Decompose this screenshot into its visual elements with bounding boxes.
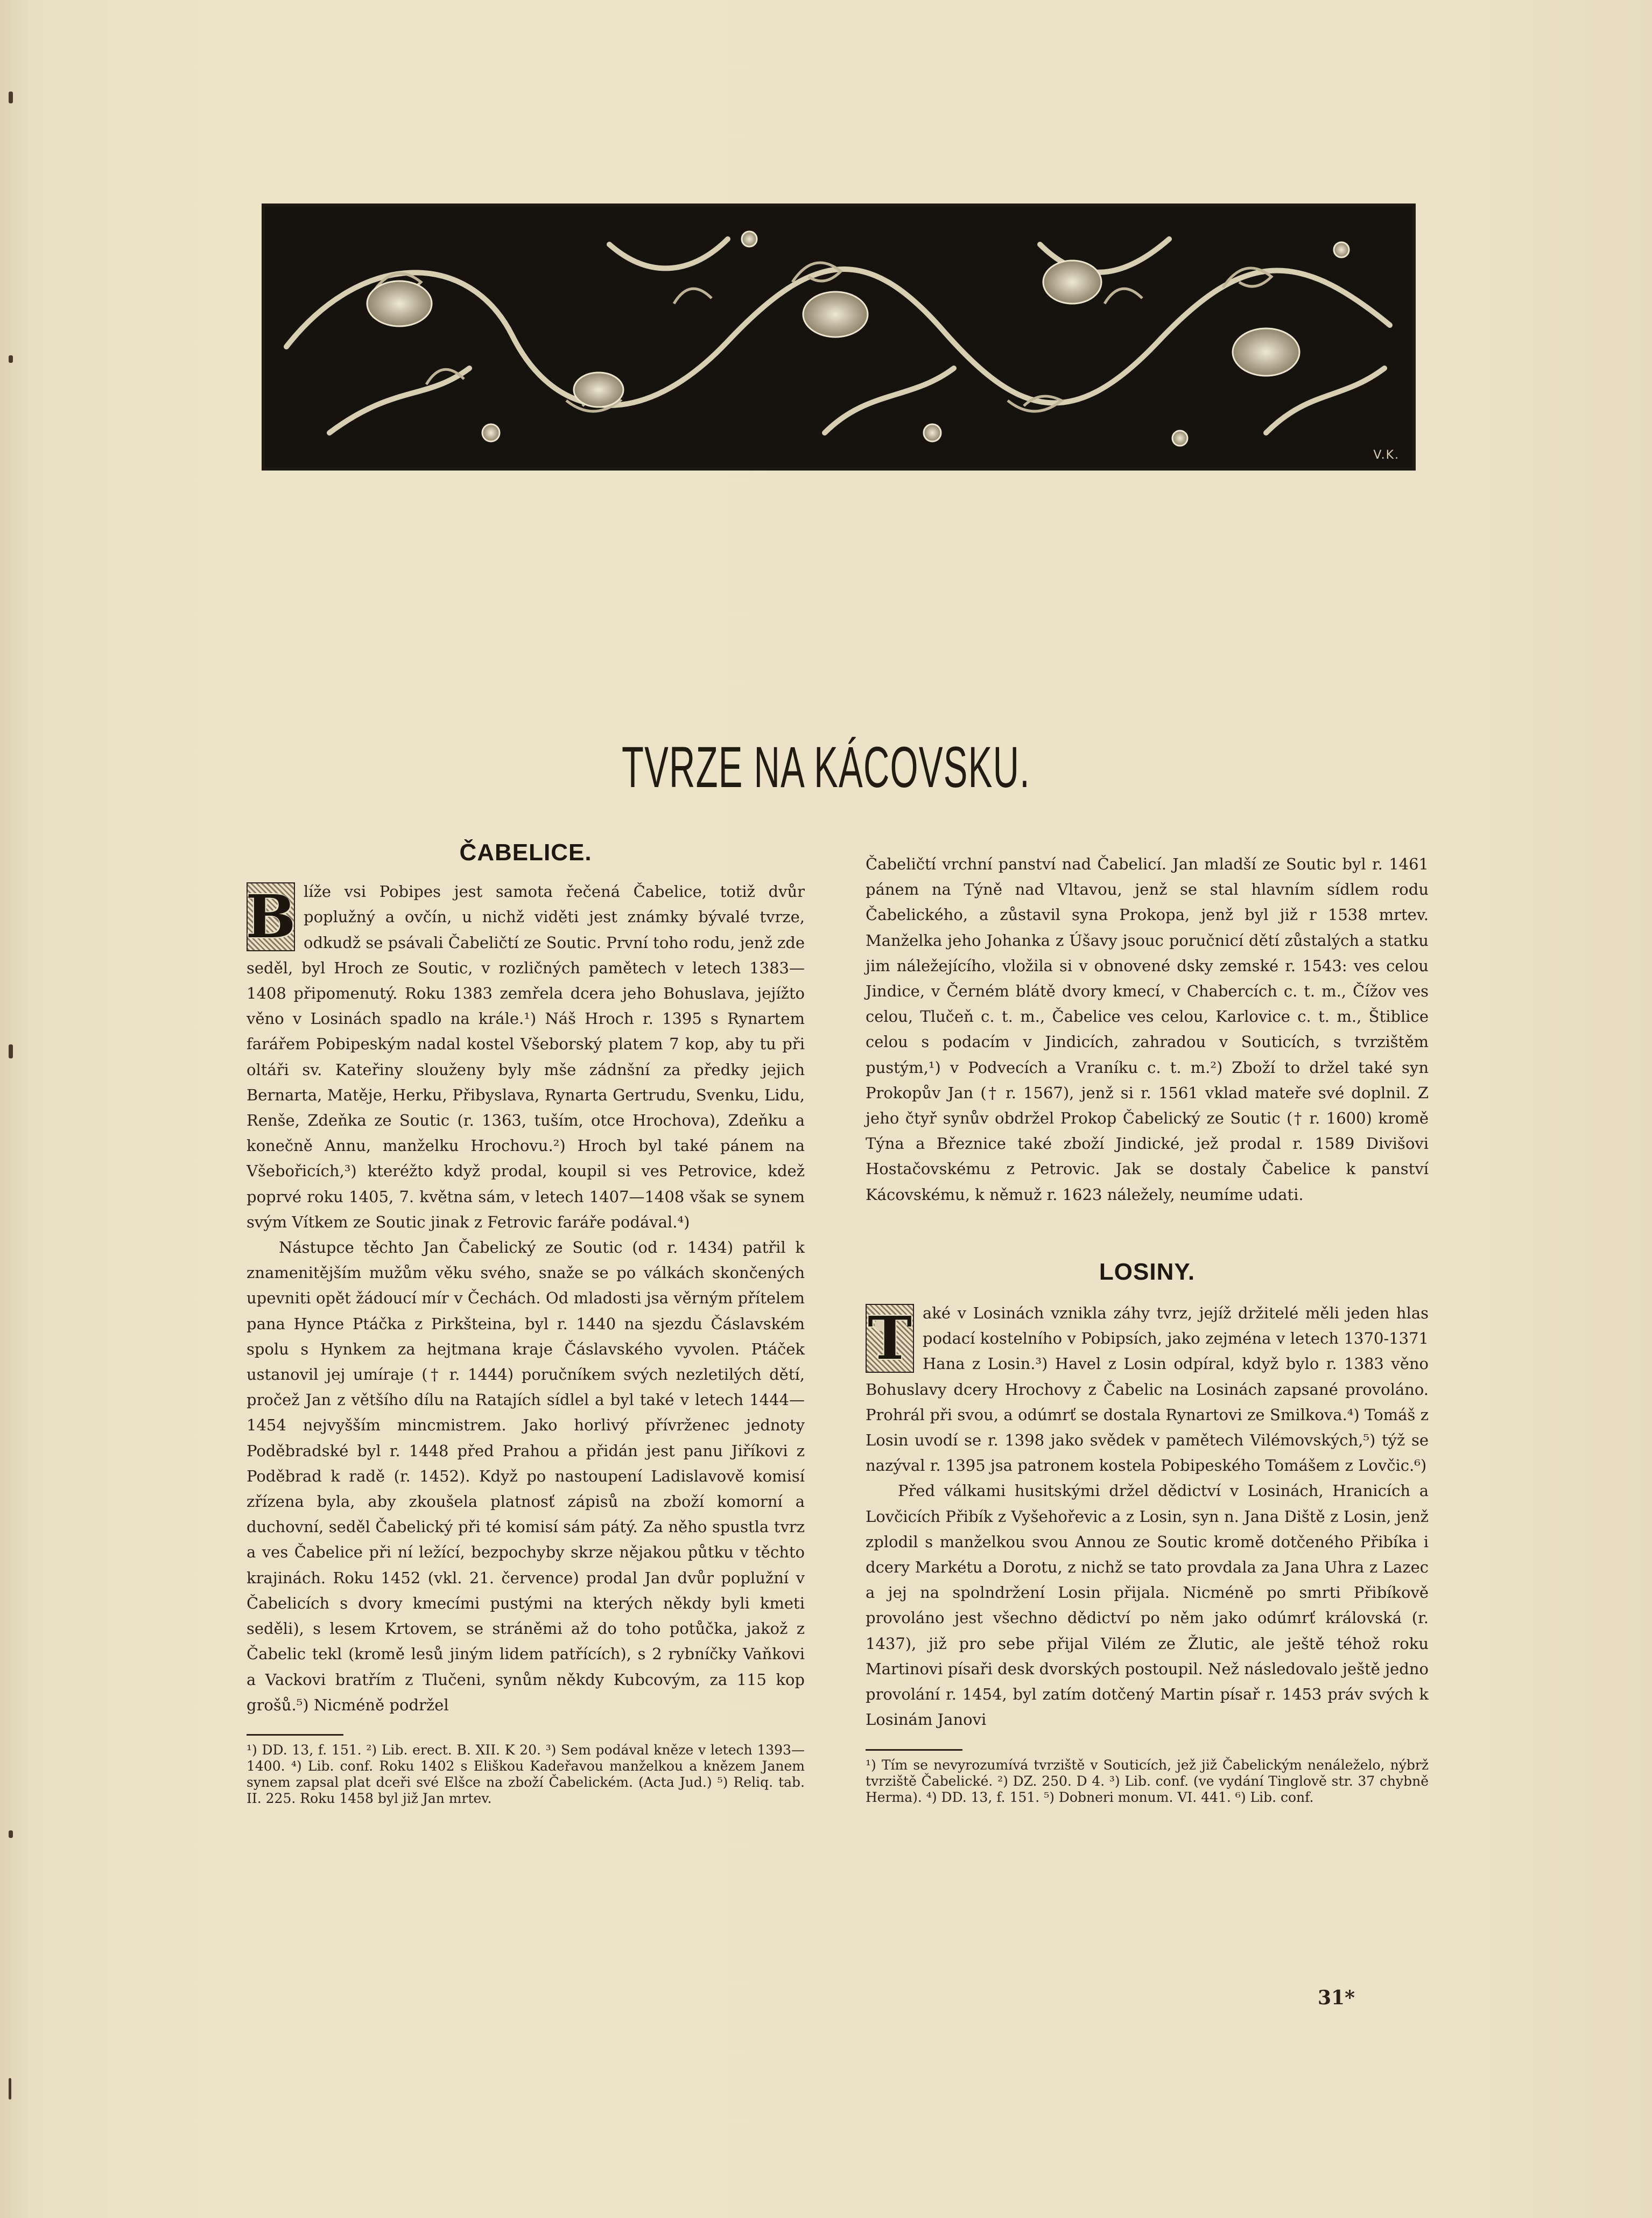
losiny-footnotes: ¹) Tím se nevyrozumívá tvrziště v Souticích, jež již Čabelickým nenáleželo, nýbrž tvrziště Čabelické. ²) DZ. 250. D 4. ³) Lib. conf. (ve vydání Tinglově str. 37 chybně Herma). ⁴) DD. 13, f. 151. ⁵) Dobneri monum. VI. 441. ⁶) Lib. conf.	[866, 1757, 1429, 1805]
ornamental-header-banner	[262, 203, 1416, 471]
losiny-paragraph-1-text: aké v Losinách vznikla záhy tvrz, jejíž držitelé měli jeden hlas podací kostelního v Pobipsích, jako zejména v letech 1370-1371 Hana z Losin.³) Havel z Losin odpíral, když bylo r. 1383 věno Bohuslavy dcery Hrochovy z Čabelic na Losinách zapsané provoláno. Prohrál při svou, a odúmrť se dostala Rynartovi ze Smilkova.⁴) Tomáš z Losin uvodí se r. 1398 jako svědek v pamětech Vilémovských,⁵) týž se nazýval r. 1395 jsa patronem kostela Pobipeského Tomášem z Lovčic.⁶)	[866, 1304, 1429, 1475]
cabelice-paragraph-1	[247, 879, 805, 1235]
losiny-paragraph-1	[866, 1301, 1429, 1478]
losiny-paragraph-2: Před válkami husitskými držel dědictví v Losinách, Hranicích a Lovčicích Přibík z Vyšehořevic a z Losin, syn n. Jana Diště z Losin, jenž zplodil s manželkou svou Annou ze Soutic kromě dotčeného Přibíka i dcery Markétu a Dorotu, z nichž se tato provdala za Jana Uhra z Lazec a jej na spolndržení Losin přijala. Nicméně po smrti Přibíkově provoláno jest všechno dědictví po něm jako odúmrť královská (r. 1437), již pro sebe přijal Vilém ze Žlutic, ale ještě téhož roku Martinovi písaři desk dvorských postoupil. Než následovalo ještě jedno provolání r. 1454, byl zatím dotčený Martin písař r. 1453 práv svých k Losinám Janovi	[866, 1482, 1429, 1729]
page-title: TVRZE NA KÁCOVSKU.	[621, 734, 1031, 799]
footnote-divider	[247, 1734, 343, 1736]
decorative-initial-t: T	[866, 1304, 914, 1373]
left-column	[247, 840, 805, 1807]
floral-ornament-illustration	[265, 207, 1412, 467]
cabelice-paragraph-2: Nástupce těchto Jan Čabelický ze Soutic (od r. 1434) patřil k znamenitějším mužům věku svého, snaže se po válkách skončených upevniti opět žádoucí mír v Čechách. Od mladosti jsa věrným přítelem pana Hynce Ptáčka z Pirkšteina, byl r. 1440 na sjezdu Čáslavském spolu s Hynkem za hejtmana kraje Čáslavského vyvolen. Ptáček ustanovil jej umíraje († r. 1444) poručníkem svých nezletilých dětí, pročež Jan z většího dílu na Ratajích sídlel a byl také v letech 1444—1454 nejvyšším mincmistrem. Jako horlivý přívrženec jednoty Poděbradské byl r. 1448 před Prahou a přidán jest panu Jiříkovi z Poděbrad k radě (r. 1452). Když po nastoupení Ladislavově komisí zřízena byla, aby zkoušela platnosť zápisů na zboží komorní a duchovní, seděl Čabelický při té komisí sám pátý. Za něho spustla tvrz a ves Čabelice při ní ležící, bezpochyby skrze nějakou půtku v těchto krajinách. Roku 1452 (vkl. 21. července) prodal Jan dvůr poplužní v Čabelicích s dvory kmecími pustými na kterých někdy byli kmeti seděli), s lesem Krtovem, se stráněmi až do toho potůčka, jakož z Čabelic tekl (kromě lesů jiným lidem patřících), s 2 rybníčky Vaňkovi a Vackovi bratřím z Tlučeni, synům někdy Kubcovým, za 115 kop grošů.⁵) Nicméně podržel	[247, 1238, 805, 1714]
right-column	[866, 852, 1429, 1806]
cabelice-footnotes: ¹) DD. 13, f. 151. ²) Lib. erect. B. XII. K 20. ³) Sem podával kněze v letech 1393—1400. ⁴) Lib. conf. Roku 1402 s Eliškou Kadeřavou manželkou a knězem Janem synem zapsal plat dceři své Elšce na zboží Čabelickém. (Acta Jud.) ⁵) Reliq. tab. II. 225. Roku 1458 byl již Jan mrtev.	[247, 1742, 805, 1806]
decorative-initial-b: B	[245, 882, 296, 952]
section-heading-cabelice: ČABELICE.	[459, 839, 592, 866]
page-number: 31*	[1318, 1987, 1355, 2009]
footnote-divider	[866, 1749, 962, 1751]
section-heading-losiny: LOSINY.	[1099, 1258, 1196, 1285]
cabelice-continuation-paragraph: Čabeličtí vrchní panství nad Čabelicí. Jan mladší ze Soutic byl r. 1461 pánem na Týně nad Vltavou, jenž se stal hlavním sídlem rodu Čabelického, a zůstavil syna Prokopa, jenž byl již r 1538 mrtev. Manželka jeho Johanka z Úšavy jsouc poručnicí dětí zůstalých a statku jim náležejícího, vložila si v obnovené dsky zemské r. 1543: ves celou Jindice, v Černém blátě dvory kmecí, v Chabercích c. t. m., Čížov ves celou, Tlučeň c. t. m., Čabelice ves celou, Karlovice c. t. m., Štiblice celou s podacím v Jindicích, zahradou v Souticích, s tvrzištěm pustým,¹) v Podvecích a Vraníku c. t. m.²) Zboží to držel také syn Prokopův Jan († r. 1567), jenž si r. 1561 vklad mateře své doplnil. Z jeho čtyř synův obdržel Prokop Čabelický ze Soutic († r. 1600) kromě Týna a Březnice také zboží Jindické, jež prodal r. 1589 Divišovi Hostačovskému z Petrovic. Jak se dostaly Čabelice k panství Kácovskému, k němuž r. 1623 náležely, neumíme udati.	[866, 855, 1429, 1204]
cabelice-paragraph-1-text: líže vsi Pobipes jest samota řečená Čabelice, totiž dvůr poplužný a ovčín, u nichž viděti jest známky bývalé tvrze, odkudž se psávali Čabeličtí ze Soutic. První toho rodu, jenž zde seděl, byl Hroch ze Soutic, v rozličných pamětech v letech 1383—1408 připomenutý. Roku 1383 zemřela dcera jeho Bohuslava, jejížto věno v Losinách spadlo na krále.¹) Náš Hroch r. 1395 s Rynartem farářem Pobipeským nadal kostel Všeborský platem 7 kop, aby tu při oltáři sv. Kateřiny slouženy byly mše zádnšní za předky jejich Bernarta, Matěje, Herku, Přibyslava, Rynarta Gertrudu, Svenku, Lidu, Renše, Zdeňka ze Soutic (r. 1363, tuším, otce Hrochova), Zdeňku a konečně Annu, manželku Hrochovu.²) Hroch byl také pánem na Všebořicích,³) kteréžto když prodal, koupil si ves Petrovice, kdež poprvé roku 1405, 7. května sám, v letech 1407—1408 však se synem svým Vítkem ze Soutic jinak z Fetrovic faráře podával.⁴)	[247, 882, 805, 1231]
artist-monogram: V.K.	[1373, 448, 1400, 462]
